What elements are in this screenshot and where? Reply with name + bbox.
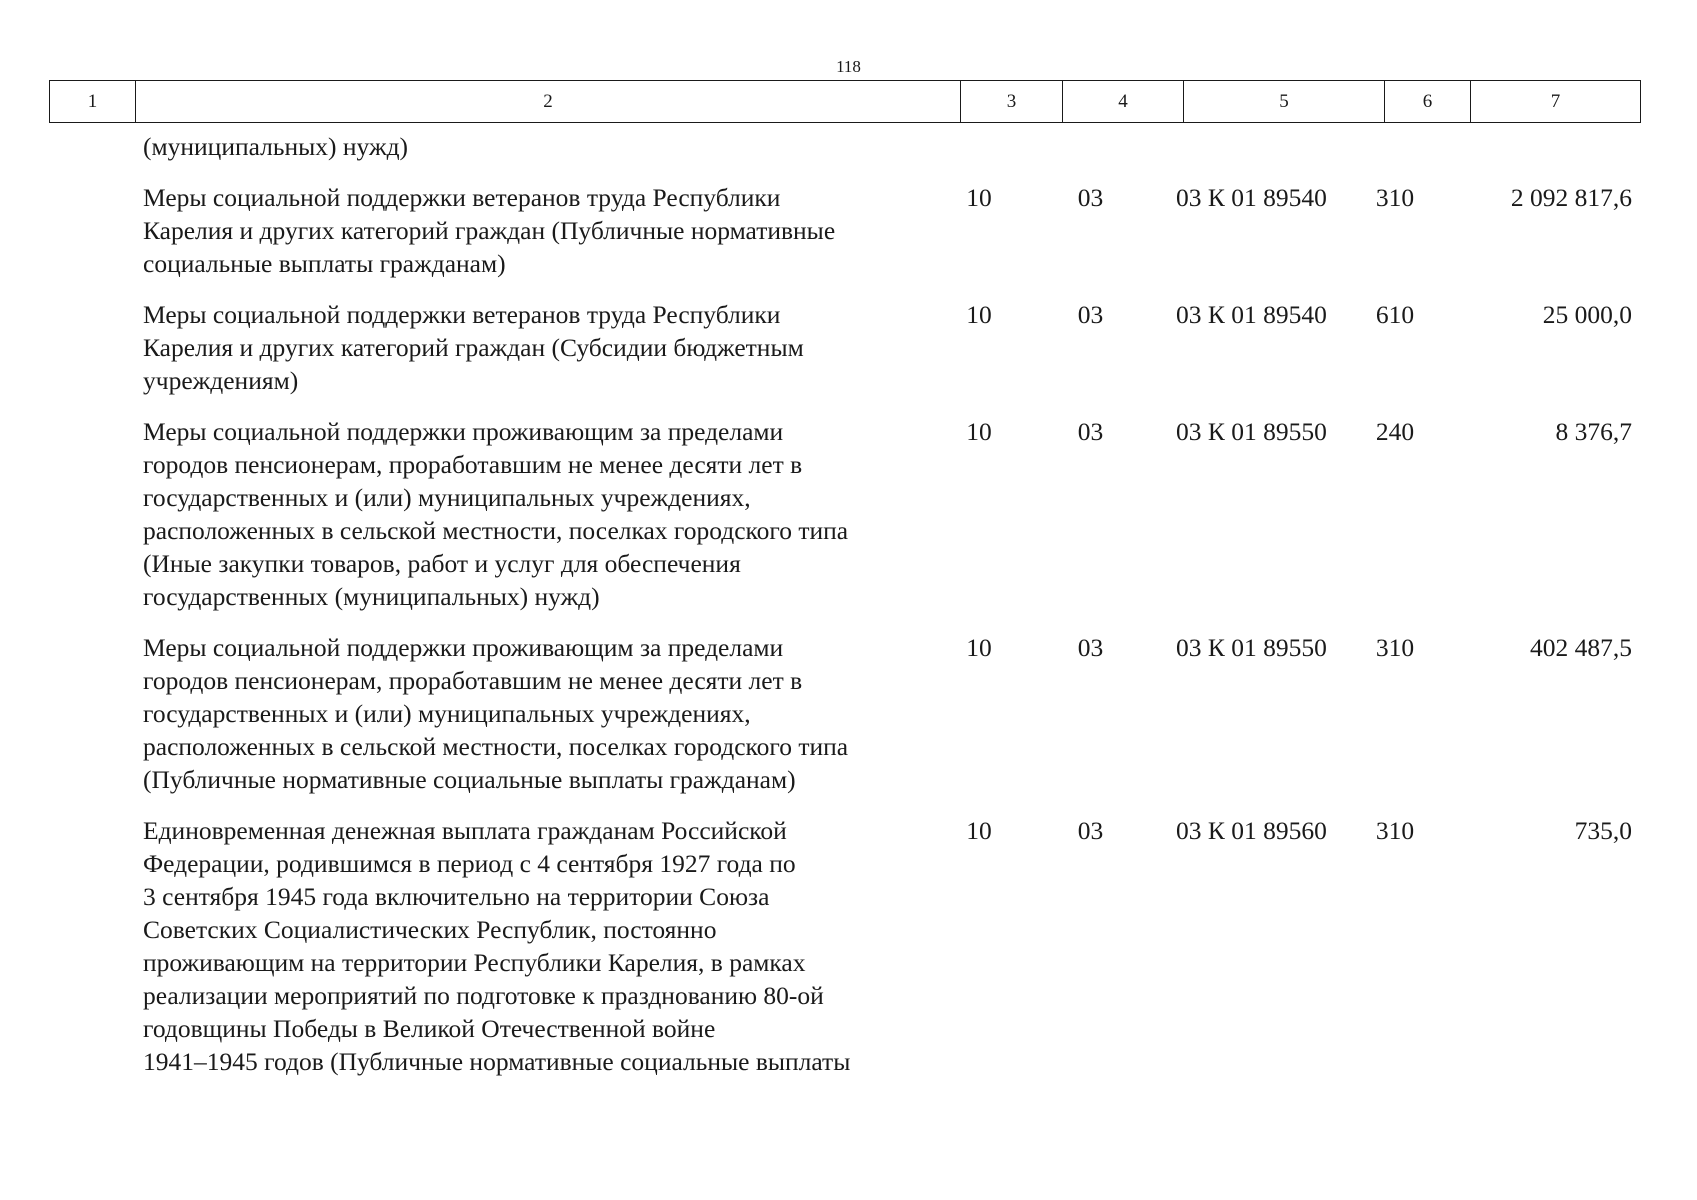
row-subsection: 03 [1077,633,1104,662]
column-header-table [49,80,1641,123]
column-header-1: 1 [50,81,136,123]
row-amount: 402 487,5 [1530,633,1632,662]
row-section: 10 [966,300,992,329]
row-amount: 25 000,0 [1542,300,1632,329]
column-header-2: 2 [136,81,961,123]
column-header-row [50,81,1641,123]
row-name: (муниципальных) нужд) [143,132,409,161]
column-header-3: 3 [961,81,1063,123]
row-name: Меры социальной поддержки ветеранов труда Республики Карелия и других категорий граждан (Публичные нормативные социальные выплаты гражданам) [143,183,836,278]
row-section: 10 [966,183,992,212]
column-header-7: 7 [1471,81,1641,123]
table-body [49,130,1640,1096]
row-type: 310 [1375,183,1415,212]
table-row [49,814,1640,1078]
row-subsection: 03 [1077,300,1104,329]
row-amount: 8 376,7 [1555,417,1632,446]
row-subsection: 03 [1077,417,1104,446]
table-row [49,130,1640,163]
row-target: 03 К 01 89560 [1176,816,1327,845]
row-type: 310 [1375,633,1415,662]
row-target: 03 К 01 89550 [1176,633,1327,662]
table-row [49,631,1640,796]
column-header-6: 6 [1385,81,1471,123]
row-target: 03 К 01 89540 [1176,300,1327,329]
row-target: 03 К 01 89550 [1176,417,1327,446]
page-number: 118 [836,57,861,76]
row-name: Меры социальной поддержки проживающим за пределами городов пенсионерам, проработавшим не менее десяти лет в государственных и (или) муниципальных учреждениях, расположенных в сельской местности, поселках городского типа (Иные закупки товаров, работ и услуг для обеспечения государственных (муниципальных) нужд) [143,417,849,611]
table-row [49,298,1640,397]
table-row [49,181,1640,280]
row-section: 10 [966,816,992,845]
row-type: 310 [1375,816,1415,845]
row-name: Единовременная денежная выплата гражданам Российской Федерации, родившимся в период с 4 сентября 1927 года по 3 сентября 1945 года включительно на территории Союза Советских Социалистических Республик, постоянно проживающим на территории Республики Карелия, в рамках реализации мероприятий по подготовке к празднованию 80-ой годовщины Победы в Великой Отечественной войне 1941–1945 годов (Публичные нормативные социальные выплаты [143,816,851,1076]
row-subsection: 03 [1077,183,1104,212]
row-name: Меры социальной поддержки ветеранов труда Республики Карелия и других категорий граждан (Субсидии бюджетным учреждениям) [143,300,804,395]
row-type: 240 [1375,417,1415,446]
row-section: 10 [966,417,992,446]
row-type: 610 [1375,300,1415,329]
column-header-5: 5 [1184,81,1385,123]
row-name: Меры социальной поддержки проживающим за пределами городов пенсионерам, проработавшим не менее десяти лет в государственных и (или) муниципальных учреждениях, расположенных в сельской местности, поселках городского типа (Публичные нормативные социальные выплаты гражданам) [143,633,849,794]
row-amount: 2 092 817,6 [1510,183,1632,212]
row-section: 10 [966,633,992,662]
column-header-4: 4 [1063,81,1184,123]
row-target: 03 К 01 89540 [1176,183,1327,212]
row-subsection: 03 [1077,816,1104,845]
table-row [49,415,1640,613]
row-amount: 735,0 [1574,816,1632,845]
